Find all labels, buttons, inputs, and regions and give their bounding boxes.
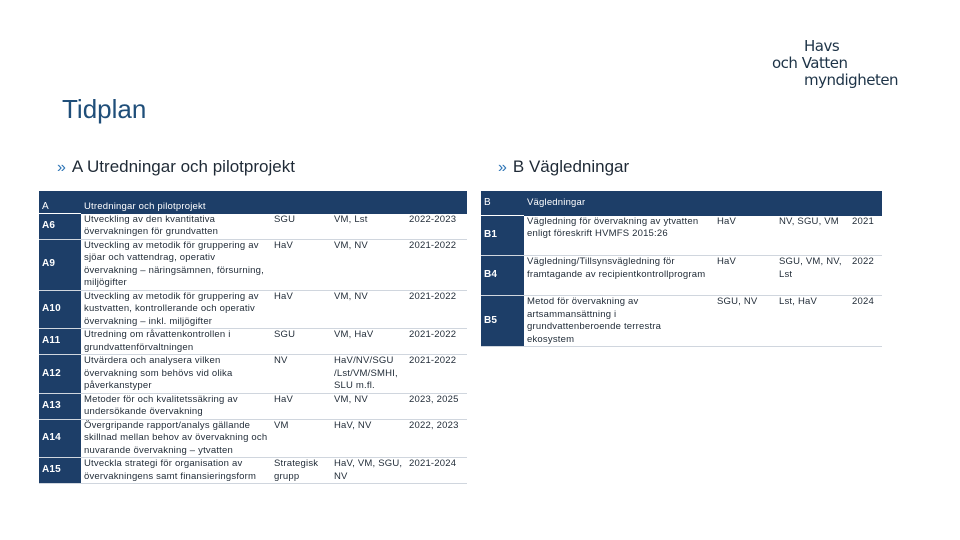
table-row [39,355,467,394]
table-row [39,419,467,458]
section-b-heading [498,157,629,177]
row-period: 2022-2023 [406,214,467,240]
row-code: A13 [39,393,81,419]
row-partners: HaV/NV/SGU /Lst/VM/SMHI, SLU m.fl. [331,355,406,394]
chevron-icon: » [498,159,507,176]
table-row [39,214,467,240]
section-a-heading [57,157,295,177]
havs-och-vatten-logo [772,38,912,89]
row-code: B5 [481,296,524,347]
row-description: Utveckling av den kvantitativa övervakningen för grundvatten [81,214,271,240]
row-code: A9 [39,239,81,290]
row-responsible: VM [271,419,331,458]
row-description: Övergripande rapport/analys gällande skillnad mellan behov av övervakning och nuvarande övervakning – ytvatten [81,419,271,458]
header-title: Utredningar och pilotprojekt [81,191,467,214]
row-partners: VM, NV [331,290,406,329]
table-row [39,239,467,290]
table-row [481,216,882,256]
table-row [39,329,467,355]
table-row [39,458,467,484]
row-partners: NV, SGU, VM [776,216,849,256]
row-responsible: SGU [271,214,331,240]
row-period: 2021-2022 [406,355,467,394]
row-period: 2023, 2025 [406,393,467,419]
header-code: B [481,191,524,216]
row-responsible: HaV [271,393,331,419]
table-header-row [39,191,467,214]
row-period: 2024 [849,296,882,347]
header-title: Vägledningar [524,191,882,216]
logo-line-2: och Vatten [772,54,848,72]
row-code: A12 [39,355,81,394]
table-b-vagledningar [481,190,882,347]
row-code: A10 [39,290,81,329]
table-row [481,296,882,347]
row-responsible: HaV [714,216,776,256]
row-partners: HaV, VM, SGU, NV [331,458,406,484]
row-code: A11 [39,329,81,355]
section-b-heading-text: B Vägledningar [512,157,630,176]
row-period: 2021-2024 [406,458,467,484]
row-description: Utveckling av metodik för gruppering av sjöar och vattendrag, operativ övervakning – näringsämnen, försurning, miljögifter [81,239,271,290]
row-period: 2022, 2023 [406,419,467,458]
row-code: A14 [39,419,81,458]
row-responsible: HaV [714,256,776,296]
row-responsible: NV [271,355,331,394]
header-code: A [39,191,81,214]
row-partners: VM, Lst [331,214,406,240]
row-description: Utredning om råvattenkontrollen i grundvattenförvaltningen [81,329,271,355]
row-description: Utveckla strategi för organisation av övervakningens samt finansieringsform [81,458,271,484]
row-description: Metoder för och kvalitetssäkring av undersökande övervakning [81,393,271,419]
logo-line-3: myndigheten [804,71,899,89]
row-partners: SGU, VM, NV, Lst [776,256,849,296]
row-partners: Lst, HaV [776,296,849,347]
row-code: B1 [481,216,524,256]
row-code: B4 [481,256,524,296]
section-a-heading-text: A Utredningar och pilotprojekt [71,157,295,176]
table-row [39,290,467,329]
row-code: A15 [39,458,81,484]
row-period: 2021-2022 [406,329,467,355]
row-responsible: SGU [271,329,331,355]
table-a-utredningar [39,190,467,484]
row-description: Utvärdera och analysera vilken övervakning som behövs vid olika påverkanstyper [81,355,271,394]
row-period: 2022 [849,256,882,296]
row-partners: VM, HaV [331,329,406,355]
row-description: Utveckling av metodik för gruppering av kustvatten, kontrollerande och operativ övervakning – inkl. miljögifter [81,290,271,329]
table-row [481,256,882,296]
row-description: Metod för övervakning av artsammansättning i grundvattenberoende terrestra ekosystem [524,296,714,347]
row-partners: VM, NV [331,239,406,290]
row-responsible: HaV [271,239,331,290]
table-row [39,393,467,419]
row-period: 2021-2022 [406,239,467,290]
row-partners: HaV, NV [331,419,406,458]
row-description: Vägledning för övervakning av ytvatten enligt föreskrift HVMFS 2015:26 [524,216,714,256]
logo-line-1: Havs [804,37,840,55]
row-responsible: Strategisk grupp [271,458,331,484]
row-partners: VM, NV [331,393,406,419]
row-code: A6 [39,214,81,240]
row-description: Vägledning/Tillsynsvägledning för framtagande av recipientkontrollprogram [524,256,714,296]
row-responsible: SGU, NV [714,296,776,347]
row-period: 2021-2022 [406,290,467,329]
table-header-row [481,191,882,216]
row-period: 2021 [849,216,882,256]
page-title: Tidplan [62,94,147,124]
chevron-icon: » [57,159,66,176]
row-responsible: HaV [271,290,331,329]
